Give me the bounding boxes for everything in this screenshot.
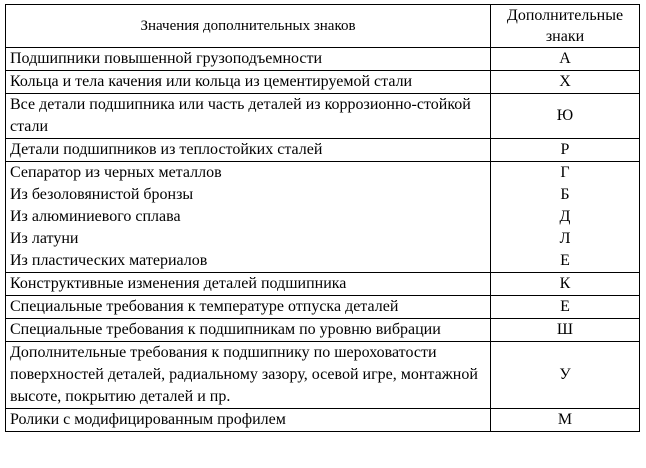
row-description xyxy=(6,319,491,342)
description-line: Все детали подшипника или часть деталей из коррозионно-стойкой стали xyxy=(10,96,471,135)
description-line: Ролики с модифицированным профилем xyxy=(10,411,286,428)
sign-letter: У xyxy=(559,366,571,383)
description-line: Конструктивные изменения деталей подшипника xyxy=(10,275,347,292)
row-description xyxy=(6,342,491,409)
table-row xyxy=(6,71,640,94)
description-line: Специальные требования к температуре отпуска деталей xyxy=(10,298,399,315)
row-description xyxy=(6,48,491,71)
table-row xyxy=(6,162,640,273)
sign-letter: Е xyxy=(560,298,570,315)
table-header-row xyxy=(6,5,640,48)
sign-letter: Е xyxy=(560,252,570,269)
sign-letter: Ш xyxy=(556,321,574,338)
sign-letter: М xyxy=(557,411,573,428)
row-description xyxy=(6,273,491,296)
row-sign xyxy=(491,94,640,139)
description-line: Кольца и тела качения или кольца из цементируемой стали xyxy=(10,73,413,90)
row-sign xyxy=(491,319,640,342)
row-sign xyxy=(491,273,640,296)
table-row xyxy=(6,342,640,409)
description-line: Специальные требования к подшипникам по уровню вибрации xyxy=(10,321,441,338)
row-description xyxy=(6,409,491,432)
row-sign xyxy=(491,139,640,162)
header-sign: Дополнительные знаки xyxy=(491,5,640,48)
sign-letter: Г xyxy=(560,164,570,181)
description-line: Подшипники повышенной грузоподъемности xyxy=(10,50,323,67)
sign-letter: Л xyxy=(559,230,571,247)
sign-letter: Ю xyxy=(556,107,574,124)
table-row xyxy=(6,409,640,432)
row-sign xyxy=(491,48,640,71)
row-description xyxy=(6,71,491,94)
row-sign xyxy=(491,162,640,273)
description-line: Из латуни xyxy=(10,230,79,247)
description-line: Из безоловянистой бронзы xyxy=(10,186,194,203)
row-sign xyxy=(491,71,640,94)
table-row xyxy=(6,319,640,342)
row-description xyxy=(6,94,491,139)
table-row xyxy=(6,94,640,139)
row-sign xyxy=(491,409,640,432)
row-description xyxy=(6,139,491,162)
description-line: Сепаратор из черных металлов xyxy=(10,164,222,181)
row-sign xyxy=(491,342,640,409)
sign-letter: Х xyxy=(559,73,571,90)
sign-letter: Д xyxy=(559,208,571,225)
sign-letter: Б xyxy=(560,186,570,203)
row-sign xyxy=(491,296,640,319)
description-line: Детали подшипников из теплостойких сталей xyxy=(10,141,323,158)
row-description xyxy=(6,296,491,319)
table-row xyxy=(6,139,640,162)
header-meaning: Значения дополнительных знаков xyxy=(6,5,491,48)
row-description xyxy=(6,162,491,273)
table-row xyxy=(6,48,640,71)
additional-signs-table xyxy=(5,4,640,432)
description-line: Из алюминиевого сплава xyxy=(10,208,181,225)
sign-letter: К xyxy=(559,275,571,292)
table-row xyxy=(6,296,640,319)
sign-letter: Р xyxy=(560,141,570,158)
description-line: Из пластических материалов xyxy=(10,252,208,269)
sign-letter: А xyxy=(559,50,571,67)
table-row xyxy=(6,273,640,296)
description-line: Дополнительные требования к подшипнику по шероховатости поверхностей деталей, радиальному зазору, осевой игре, монтажной высоте, покрытию деталей и пр. xyxy=(10,344,478,405)
